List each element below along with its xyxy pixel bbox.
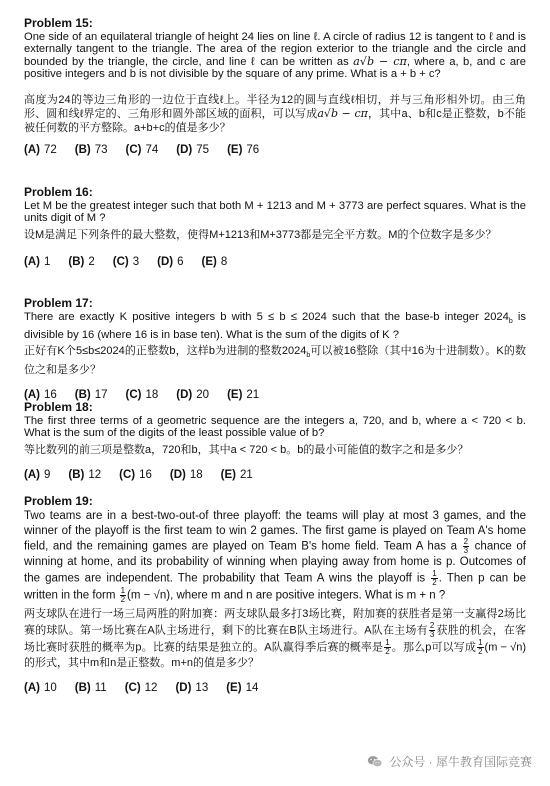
problem-text-en: The first three terms of a geometric sequence are the integers a, 720, and b, where a < 720 < b. What is the sum of the digits of the least possible value of b? — [24, 415, 526, 440]
problem-18 — [24, 400, 526, 481]
problem-title: Problem 17: — [24, 296, 93, 310]
problem-text-zh: 正好有K个5≤b≤2024的正整数b，这样b为进制的整数$2024_b$可以被16整除（其中16为十进制数）。K的数位之和是多少？ — [24, 345, 526, 377]
choice-b[interactable]: (B) 17 — [74, 389, 108, 402]
choice-c[interactable]: (C) 74 — [125, 143, 159, 156]
answer-choices — [24, 469, 526, 481]
footer-watermark — [367, 753, 532, 770]
choice-e[interactable]: (E) 76 — [227, 143, 260, 156]
answer-choices — [24, 682, 526, 694]
choice-b[interactable]: (B) 11 — [74, 681, 107, 694]
choice-d[interactable]: (D) 75 — [176, 143, 210, 156]
choice-b[interactable]: (B) 12 — [68, 468, 102, 481]
choice-a[interactable]: (A) 10 — [24, 681, 57, 694]
choice-e[interactable]: (E) 21 — [227, 389, 260, 402]
problem-text-en: Two teams are in a best-two-out-of three playoff: the teams will play at most 3 games, and the winner of the playoff is the first team to win 2 games. The first game is played on Team A's home field, and the remaining games are played on Team B's home field. Team A has a $\frac{2}{3}$ chance of winning at home, and its probability of winning when playing away from home is p. Outcomes of the games are independent. The probability that Team A wins the playoff is $\frac{1}{2}$ . Then p can be written in the form $\frac{1}{2}$ (m − √n), where m and n are positive integers. What is m + n ? — [24, 510, 526, 604]
choice-e[interactable]: (E) 14 — [226, 681, 259, 694]
problem-17 — [24, 296, 526, 401]
choice-d[interactable]: (D) 6 — [157, 255, 184, 268]
problem-19 — [24, 494, 526, 694]
problem-text-zh: 两支球队在进行一场三局两胜的附加赛：两支球队最多打3场比赛，附加赛的获胜者是第一支赢得2场比赛的球队。第一场比赛在A队主场进行，剩下的比赛在B队主场进行。A队在主场有 $\frac{2}{3}$ 获胜的机会，在客场比赛时获胜的概率为p。比赛的结果是独立的。A队赢得季后赛的概率是 $\frac{1}{2}$ 。那么p可以写成 $\frac{1}{2}$ (m − √n)的形式，其中m和n是正整数。m+n的值是多少？ — [24, 607, 527, 669]
problem-16 — [24, 185, 526, 268]
choice-a[interactable]: (A) 1 — [24, 255, 51, 268]
fraction: $\frac{1}{2}$ — [432, 568, 437, 587]
problem-title: Problem 16: — [24, 185, 93, 199]
footer-text: 公众号 · 犀牛教育国际竞赛 — [389, 755, 532, 769]
fraction: $\frac{1}{2}$ — [478, 638, 483, 656]
choice-a[interactable]: (A) 16 — [24, 389, 57, 402]
choice-c[interactable]: (C) 12 — [124, 681, 158, 694]
choice-c[interactable]: (C) 16 — [119, 468, 152, 481]
wechat-icon — [367, 755, 383, 768]
problem-15 — [24, 16, 526, 156]
choice-d[interactable]: (D) 18 — [169, 468, 203, 481]
problem-title: Problem 15: — [24, 16, 93, 30]
choice-b[interactable]: (B) 73 — [74, 143, 108, 156]
fraction: $\frac{1}{2}$ — [120, 585, 126, 604]
choice-e[interactable]: (E) 21 — [220, 468, 253, 481]
fraction: $\frac{1}{2}$ — [385, 638, 390, 656]
problem-text-en: One side of an equilateral triangle of height 24 lies on line ℓ. A circle of radius 12 is tangent to ℓ and is externally tangent to the triangle. The area of the region exterior to the triangle and the circle and bounded by the triangle, the circle, and line ℓ can be written as a√b − cπ, where a, b, and c are positive integers and b is not divisible by the square of any prime. What is a + b + c? — [24, 31, 526, 81]
choice-a[interactable]: (A) 72 — [24, 143, 57, 156]
choice-b[interactable]: (B) 2 — [68, 255, 95, 268]
fraction: $\frac{2}{3}$ — [463, 537, 469, 555]
answer-choices — [24, 256, 526, 268]
problem-text-en: There are exactly K positive integers b with 5 ≤ b ≤ 2024 such that the base-b integer $2024_b$ is divisible by 16 (where 16 is in base ten). What is the sum of the digits of K ? — [24, 311, 527, 341]
choice-e[interactable]: (E) 8 — [201, 255, 228, 268]
choice-c[interactable]: (C) 18 — [125, 389, 159, 402]
choice-d[interactable]: (D) 13 — [175, 681, 209, 694]
choice-a[interactable]: (A) 9 — [24, 468, 51, 481]
problem-text-zh: 高度为24的等边三角形的一边位于直线ℓ上。半径为12的圆与直线ℓ相切，并与三角形相外切。由三角形、圆和线ℓ界定的、三角形和圆外部区域的面积，可以写成a√b − cπ，其中a、b和c是正整数，b不能被任何数的平方整除。a+b+c的值是多少？ — [24, 93, 526, 134]
fraction: $\frac{2}{3}$ — [429, 621, 435, 639]
problem-title: Problem 18: — [24, 400, 93, 414]
answer-choices — [24, 144, 526, 156]
problem-text-zh: 设M是满足下列条件的最大整数，使得M+1213和M+3773都是完全平方数。M的个位数字是多少？ — [24, 228, 497, 241]
problem-text-zh: 等比数列的前三项是整数a，720和b，其中a < 720 < b。b的最小可能值的数字之和是多少？ — [24, 443, 469, 456]
problem-text-en: Let M be the greatest integer such that both M + 1213 and M + 3773 are perfect squares. What is the units digit of M ? — [24, 200, 526, 225]
choice-c[interactable]: (C) 3 — [112, 255, 140, 268]
choice-d[interactable]: (D) 20 — [176, 389, 210, 402]
problem-title: Problem 19: — [24, 494, 93, 508]
